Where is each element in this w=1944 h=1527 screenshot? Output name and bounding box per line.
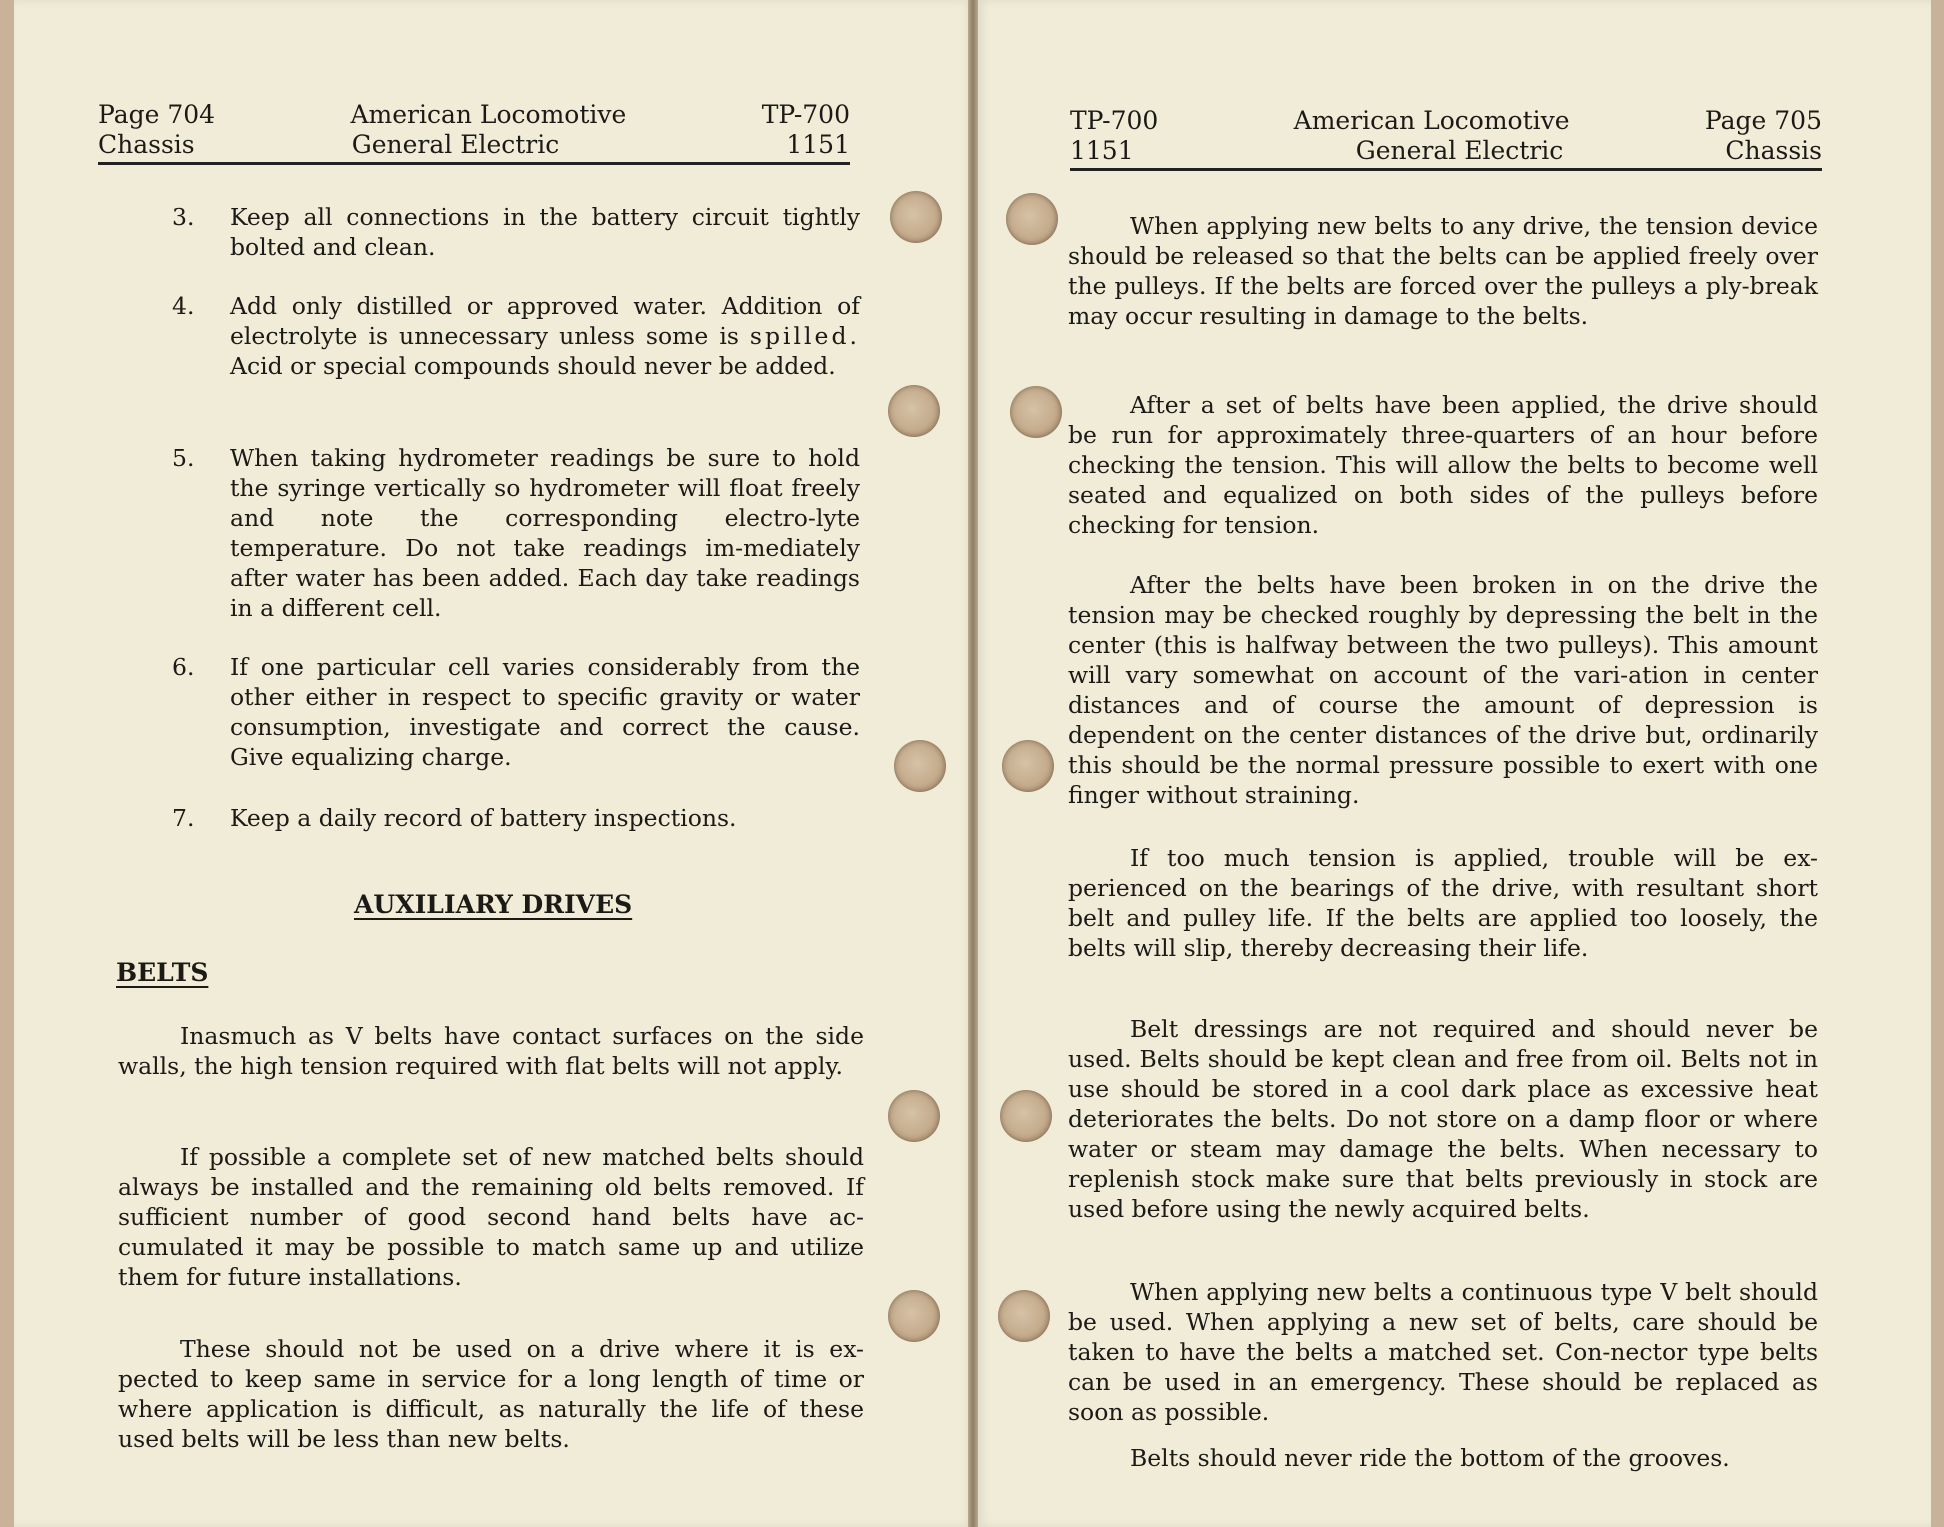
doc-code: TP-700 — [1070, 106, 1159, 135]
header-title-line2: General Electric — [1355, 136, 1564, 165]
item-text — [230, 291, 860, 381]
item-number: 5. — [172, 444, 195, 472]
binder-hole — [1006, 193, 1058, 245]
paragraph: If possible a complete set of new matched belts should always be installed and the remaining old belts removed. If sufficient number of good second hand belts have ac-cumulated it may be possible to match same up and utilize them for future installations. — [118, 1143, 864, 1291]
paragraph: When applying new belts a continuous type V belt should be used. When applying a new set of belts, care should be taken to have the belts a matched set. Con-nector type belts can be used in an emergency. These should be replaced as soon as possible. — [1068, 1278, 1818, 1426]
item-text: Keep all connections in the battery circuit tightly bolted and clean. — [230, 203, 860, 261]
item-text-a: Add only distilled or approved water. Addition of electrolyte is unnecessary unless some is — [230, 292, 860, 350]
paragraph: Belt dressings are not required and should never be used. Belts should be kept clean and free from oil. Belts not in use should be stored in a cool dark place as excessive heat deteriorates the belts. Do not store on a damp floor or where water or steam may damage the belts. When necessary to replenish stock make sure that belts previously in stock are used before using the newly acquired belts. — [1068, 1015, 1818, 1223]
left-page-header — [98, 100, 850, 165]
right-page-header — [1070, 106, 1822, 171]
paragraph: After a set of belts have been applied, the drive should be run for approximately three-quarters of an hour before checking the tension. This will allow the belts to become well seated and equalized on both sides of the pulleys before checking for tension. — [1068, 391, 1818, 539]
binder-hole — [1000, 1090, 1052, 1142]
binder-hole — [890, 191, 942, 243]
item-text: When taking hydrometer readings be sure to hold the syringe vertically so hydrometer will float freely and note the corresponding electro-lyte temperature. Do not take readings im-mediately after water has been added. Each day take readings in a different cell. — [230, 444, 860, 622]
paragraph: These should not be used on a drive where it is ex-pected to keep same in service for a long length of time or where application is difficult, as naturally the life of these used belts will be less than new belts. — [118, 1335, 864, 1453]
item-number: 4. — [172, 292, 195, 320]
header-title-line2: General Electric — [351, 130, 560, 159]
binder-hole — [998, 1290, 1050, 1342]
list-item — [172, 803, 872, 837]
doc-number: 1151 — [786, 130, 850, 159]
header-title-line1: American Locomotive — [350, 100, 627, 129]
binder-hole — [888, 1290, 940, 1342]
binder-hole — [888, 1090, 940, 1142]
item-text-b: Acid or special compounds should never be added. — [230, 352, 836, 380]
item-text-spaced: spilled. — [749, 322, 860, 350]
section-heading: AUXILIARY DRIVES — [354, 890, 633, 919]
book-spine — [968, 0, 978, 1527]
binder-hole — [888, 385, 940, 437]
item-number: 7. — [172, 804, 195, 832]
paragraph: Belts should never ride the bottom of the grooves. — [1130, 1444, 1730, 1472]
paragraph: When applying new belts to any drive, the tension device should be released so that the belts can be applied freely over the pulleys. If the belts are forced over the pulleys a ply-break may occur resulting in damage to the belts. — [1068, 212, 1818, 330]
header-title-line1: American Locomotive — [1293, 106, 1570, 135]
section-name: Chassis — [98, 130, 195, 159]
doc-code: TP-700 — [761, 100, 850, 129]
binder-hole — [1010, 386, 1062, 438]
list-item — [172, 202, 872, 266]
item-text: If one particular cell varies considerably from the other either in respect to specific gravity or water consumption, investigate and correct the cause. Give equalizing charge. — [230, 653, 860, 771]
item-text: Keep a daily record of battery inspections. — [230, 804, 737, 832]
subheading: BELTS — [116, 958, 209, 987]
list-item — [172, 652, 872, 777]
item-number: 3. — [172, 203, 195, 231]
paragraph: After the belts have been broken in on the drive the tension may be checked roughly by depressing the belt in the center (this is halfway between the two pulleys). This amount will vary somewhat on account of the vari-ation in center distances and of course the amount of depression is dependent on the center distances of the drive but, ordinarily this should be the normal pressure possible to exert with one finger without straining. — [1068, 571, 1818, 809]
list-item — [172, 443, 872, 628]
section-name: Chassis — [1725, 136, 1822, 165]
list-item — [172, 291, 872, 416]
page-number: Page 705 — [1704, 106, 1822, 135]
doc-number: 1151 — [1070, 136, 1134, 165]
paragraph: Inasmuch as V belts have contact surfaces on the side walls, the high tension required with flat belts will not apply. — [118, 1022, 864, 1080]
binder-hole — [894, 740, 946, 792]
paragraph: If too much tension is applied, trouble will be ex-perienced on the bearings of the drive, with resultant short belt and pulley life. If the belts are applied too loosely, the belts will slip, thereby decreasing their life. — [1068, 844, 1818, 962]
item-number: 6. — [172, 653, 195, 681]
binder-hole — [1002, 740, 1054, 792]
page-number: Page 704 — [98, 100, 216, 129]
